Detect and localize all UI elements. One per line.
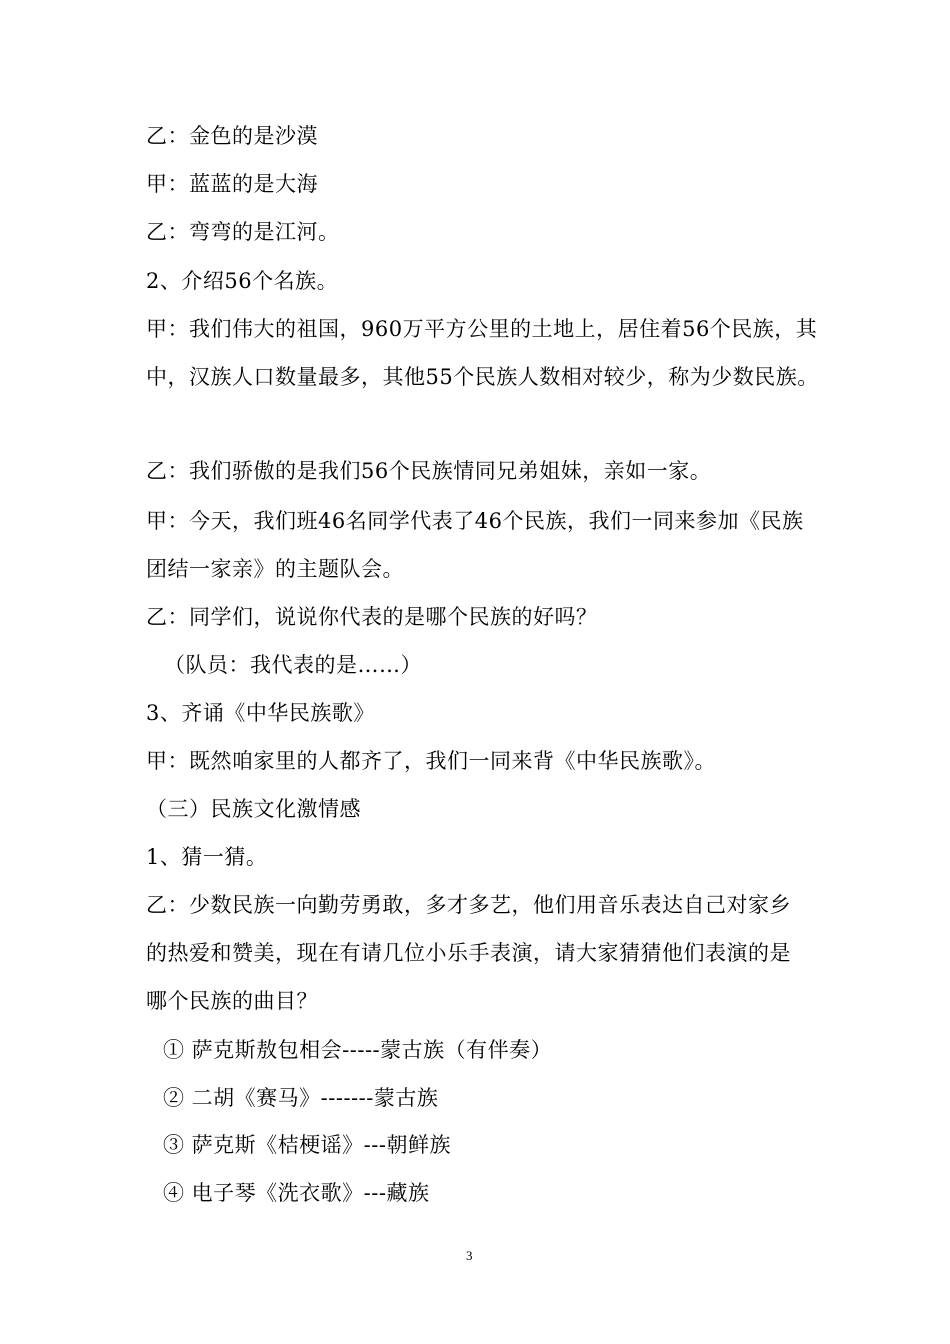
dialogue-line-yi-question: 乙：同学们，说说你代表的是哪个民族的好吗？ bbox=[146, 605, 598, 629]
section-heading-guess: 1、猜一猜。 bbox=[146, 845, 268, 869]
dialogue-line-jia-sea: 甲：蓝蓝的是大海 bbox=[146, 172, 318, 196]
list-item-performance-4: ④ 电子琴《洗衣歌》---藏族 bbox=[163, 1181, 430, 1205]
dialogue-line-jia-motherland-cont: 中，汉族人口数量最多，其他55个民族人数相对较少，称为少数民族。 bbox=[146, 365, 819, 389]
dialogue-line-jia-class: 甲：今天，我们班46名同学代表了46个民族，我们一同来参加《民族 bbox=[146, 509, 804, 533]
dialogue-line-yi-proud: 乙：我们骄傲的是我们56个民族情同兄弟姐妹，亲如一家。 bbox=[146, 459, 712, 483]
stage-direction-members: （队员：我代表的是……） bbox=[164, 653, 422, 677]
list-item-performance-2: ② 二胡《赛马》-------蒙古族 bbox=[163, 1086, 439, 1110]
list-item-performance-3: ③ 萨克斯《桔梗谣》---朝鲜族 bbox=[163, 1133, 451, 1157]
dialogue-line-yi-river: 乙：弯弯的是江河。 bbox=[146, 220, 340, 244]
section-heading-recite-song: 3、齐诵《中华民族歌》 bbox=[146, 701, 375, 725]
dialogue-line-yi-music-end: 哪个民族的曲目？ bbox=[146, 989, 318, 1013]
dialogue-line-yi-desert: 乙：金色的是沙漠 bbox=[146, 124, 318, 148]
section-heading-culture: （三）民族文化激情感 bbox=[146, 797, 361, 821]
section-heading-introduce-ethnic-groups: 2、介绍56个名族。 bbox=[146, 269, 339, 293]
page-number: 3 bbox=[466, 1248, 473, 1263]
dialogue-line-jia-class-cont: 团结一家亲》的主题队会。 bbox=[146, 557, 404, 581]
dialogue-line-jia-recite: 甲：既然咱家里的人都齐了，我们一同来背《中华民族歌》。 bbox=[146, 749, 716, 773]
dialogue-line-yi-music: 乙：少数民族一向勤劳勇敢，多才多艺，他们用音乐表达自己对家乡 bbox=[146, 893, 791, 917]
dialogue-line-yi-music-cont: 的热爱和赞美，现在有请几位小乐手表演，请大家猜猜他们表演的是 bbox=[146, 941, 791, 965]
dialogue-line-jia-motherland: 甲：我们伟大的祖国，960万平方公里的土地上，居住着56个民族，其 bbox=[146, 317, 818, 341]
list-item-performance-1: ① 萨克斯敖包相会-----蒙古族（有伴奏） bbox=[163, 1038, 553, 1062]
